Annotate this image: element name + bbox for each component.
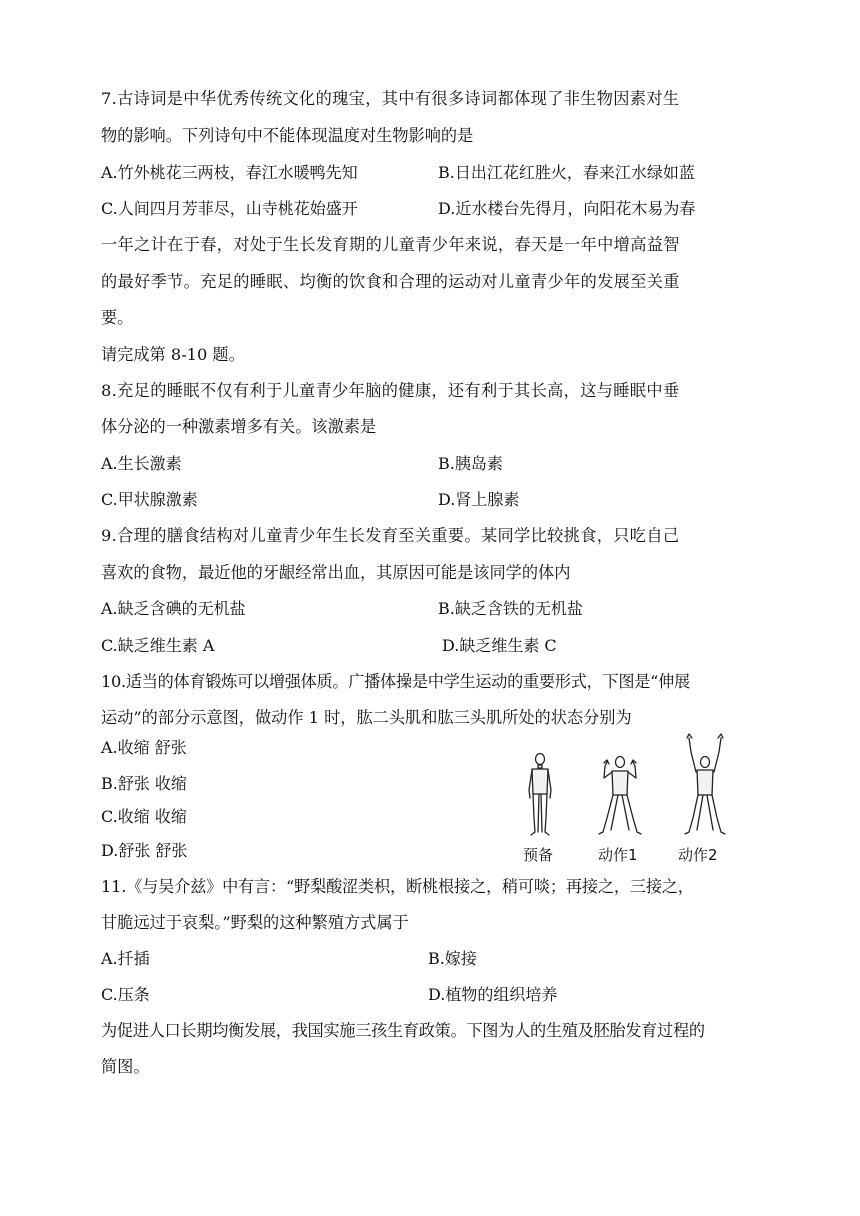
- figure-label-action2: 动作2: [678, 846, 718, 864]
- q9-stem-line2: 喜欢的食物，最近他的牙龈经常出血，其原因可能是该同学的体内: [101, 563, 571, 582]
- q10-option-b: B.舒张 收缩: [101, 774, 187, 793]
- q8-stem-line1: 8.充足的睡眠不仅有利于儿童青少年脑的健康，还有利于其长高，这与睡眠中垂: [101, 381, 680, 400]
- q8-stem-line2: 体分泌的一种激素增多有关。该激素是: [101, 417, 377, 436]
- q9-option-b: B.缺乏含铁的无机盐: [438, 599, 583, 618]
- q7-option-d: D.近水楼台先得月，向阳花木易为春: [438, 199, 696, 218]
- q11-stem-line2: 甘脆远过于哀梨。”野梨的这种繁殖方式属于: [101, 913, 409, 932]
- q10-option-d: D.舒张 舒张: [101, 841, 188, 860]
- q8-option-c: C.甲状腺激素: [101, 490, 198, 509]
- q9-option-c: C.缺乏维生素 A: [101, 636, 215, 655]
- stretch-figures-illustration: [510, 732, 760, 844]
- q8-option-d: D.肾上腺素: [438, 490, 520, 509]
- q9-option-a: A.缺乏含碘的无机盐: [101, 599, 246, 618]
- q10-option-c: C.收缩 收缩: [101, 807, 187, 826]
- q7-option-a: A.竹外桃花三两枝，春江水暖鸭先知: [101, 163, 358, 182]
- passage1-line2: 的最好季节。充足的睡眠、均衡的饮食和合理的运动对儿童青少年的发展至关重: [101, 272, 680, 291]
- q10-option-a: A.收缩 舒张: [101, 738, 187, 757]
- q11-option-b: B.嫁接: [428, 949, 477, 968]
- q9-option-d: D.缺乏维生素 C: [442, 636, 557, 655]
- q10-stem-line1: 10.适当的体育锻炼可以增强体质。广播体操是中学生运动的重要形式，下图是“伸展: [101, 672, 690, 691]
- passage1-instruction: 请完成第 8-10 题。: [101, 345, 245, 364]
- q10-stem-line2: 运动”的部分示意图，做动作 1 时，肱二头肌和肱三头肌所处的状态分别为: [101, 708, 632, 727]
- q7-option-b: B.日出江花红胜火，春来江水绿如蓝: [438, 163, 695, 182]
- passage2-line2: 简图。: [101, 1057, 150, 1076]
- q11-option-c: C.压条: [101, 985, 150, 1004]
- passage1-line3: 要。: [101, 308, 134, 327]
- q7-stem-line2: 物的影响。下列诗句中不能体现温度对生物影响的是: [101, 126, 474, 145]
- q11-stem-line1: 11.《与吴介兹》中有言：“野梨酸涩类枳，断桃根接之，稍可啖；再接之，三接之，: [101, 877, 694, 896]
- figure-action2: [685, 734, 725, 834]
- q7-option-c: C.人间四月芳菲尽，山寺桃花始盛开: [101, 199, 358, 218]
- q7-stem-line1: 7.古诗词是中华优秀传统文化的瑰宝，其中有很多诗词都体现了非生物因素对生: [101, 89, 680, 108]
- q8-option-a: A.生长激素: [101, 454, 182, 473]
- figure-label-action1: 动作1: [598, 846, 638, 864]
- figure-ready: [529, 754, 551, 836]
- q11-option-d: D.植物的组织培养: [428, 985, 558, 1004]
- stretch-exercise-figure: [510, 732, 760, 867]
- q11-option-a: A.扦插: [101, 949, 150, 968]
- figure-action1: [599, 757, 641, 835]
- q9-stem-line1: 9.合理的膳食结构对儿童青少年生长发育至关重要。某同学比较挑食，只吃自己: [101, 526, 680, 545]
- passage1-line1: 一年之计在于春，对处于生长发育期的儿童青少年来说，春天是一年中增高益智: [101, 235, 680, 254]
- figure-label-ready: 预备: [523, 846, 554, 864]
- q8-option-b: B.胰岛素: [438, 454, 503, 473]
- passage2-line1: 为促进人口长期均衡发展，我国实施三孩生育政策。下图为人的生殖及胚胎发育过程的: [101, 1021, 705, 1040]
